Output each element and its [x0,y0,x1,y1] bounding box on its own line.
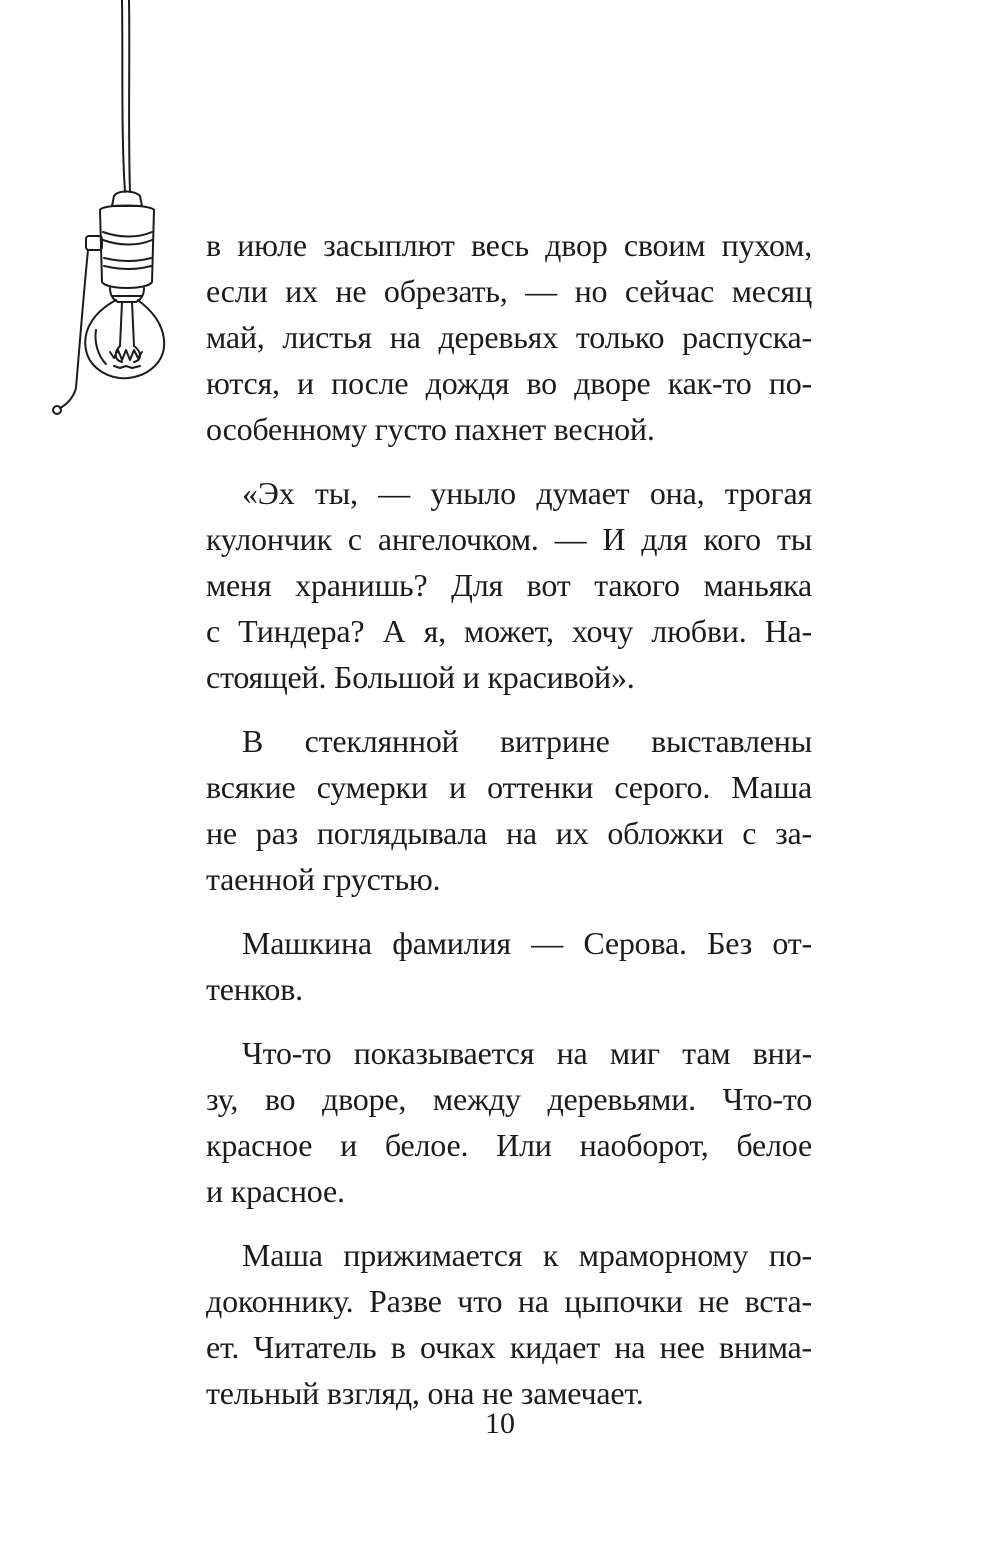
text-line: Что-то показывается на миг там вни- [242,1035,812,1071]
text-line: не раз поглядывала на их обложки с за- [206,815,812,851]
text-line: всякие сумерки и оттенки серого. Маша [206,769,812,805]
hanging-light-bulb-icon [30,0,170,430]
page-number: 10 [485,1407,515,1440]
text-line: тенков. [206,971,303,1007]
text-line: зу, во дворе, между деревьями. Что-то [206,1081,812,1117]
text-line: ются, и после дождя во дворе как-то по- [206,365,812,401]
text-line: май, листья на деревьях только распуска- [206,319,812,355]
text-line: красное и белое. Или наоборот, белое [206,1127,812,1163]
text-line: доконнику. Разве что на цыпочки не вста- [206,1283,812,1319]
text-line: тельный взгляд, она не замечает. [206,1375,644,1411]
text-line: Маша прижимается к мраморному по- [242,1237,812,1273]
text-line: стоящей. Большой и красивой». [206,659,635,695]
text-line: Машкина фамилия — Серова. Без от- [242,925,812,961]
text-line: кулончик с ангелочком. — И для кого ты [206,521,812,557]
paragraph-3 [206,718,812,902]
text-line: таенной грустью. [206,861,441,897]
text-line: В стеклянной витрине выставлены [242,723,812,759]
text-line: с Тиндера? А я, может, хочу любви. На- [206,613,812,649]
text-line: меня хранишь? Для вот такого маньяка [206,567,812,603]
paragraph-6 [206,1232,812,1416]
text-line: «Эх ты, — уныло думает она, трогая [242,475,812,511]
text-line: ет. Читатель в очках кидает на нее внима- [206,1329,812,1365]
text-line: особенному густо пахнет весной. [206,411,655,447]
text-line: и красное. [206,1173,345,1209]
body-text [206,222,812,1434]
paragraph-5 [206,1030,812,1214]
paragraph-4 [206,920,812,1012]
text-line: если их не обрезать, — но сейчас месяц [206,273,812,309]
paragraph-1 [206,222,812,452]
text-line: в июле засыплют весь двор своим пухом, [206,227,812,263]
paragraph-2 [206,470,812,700]
